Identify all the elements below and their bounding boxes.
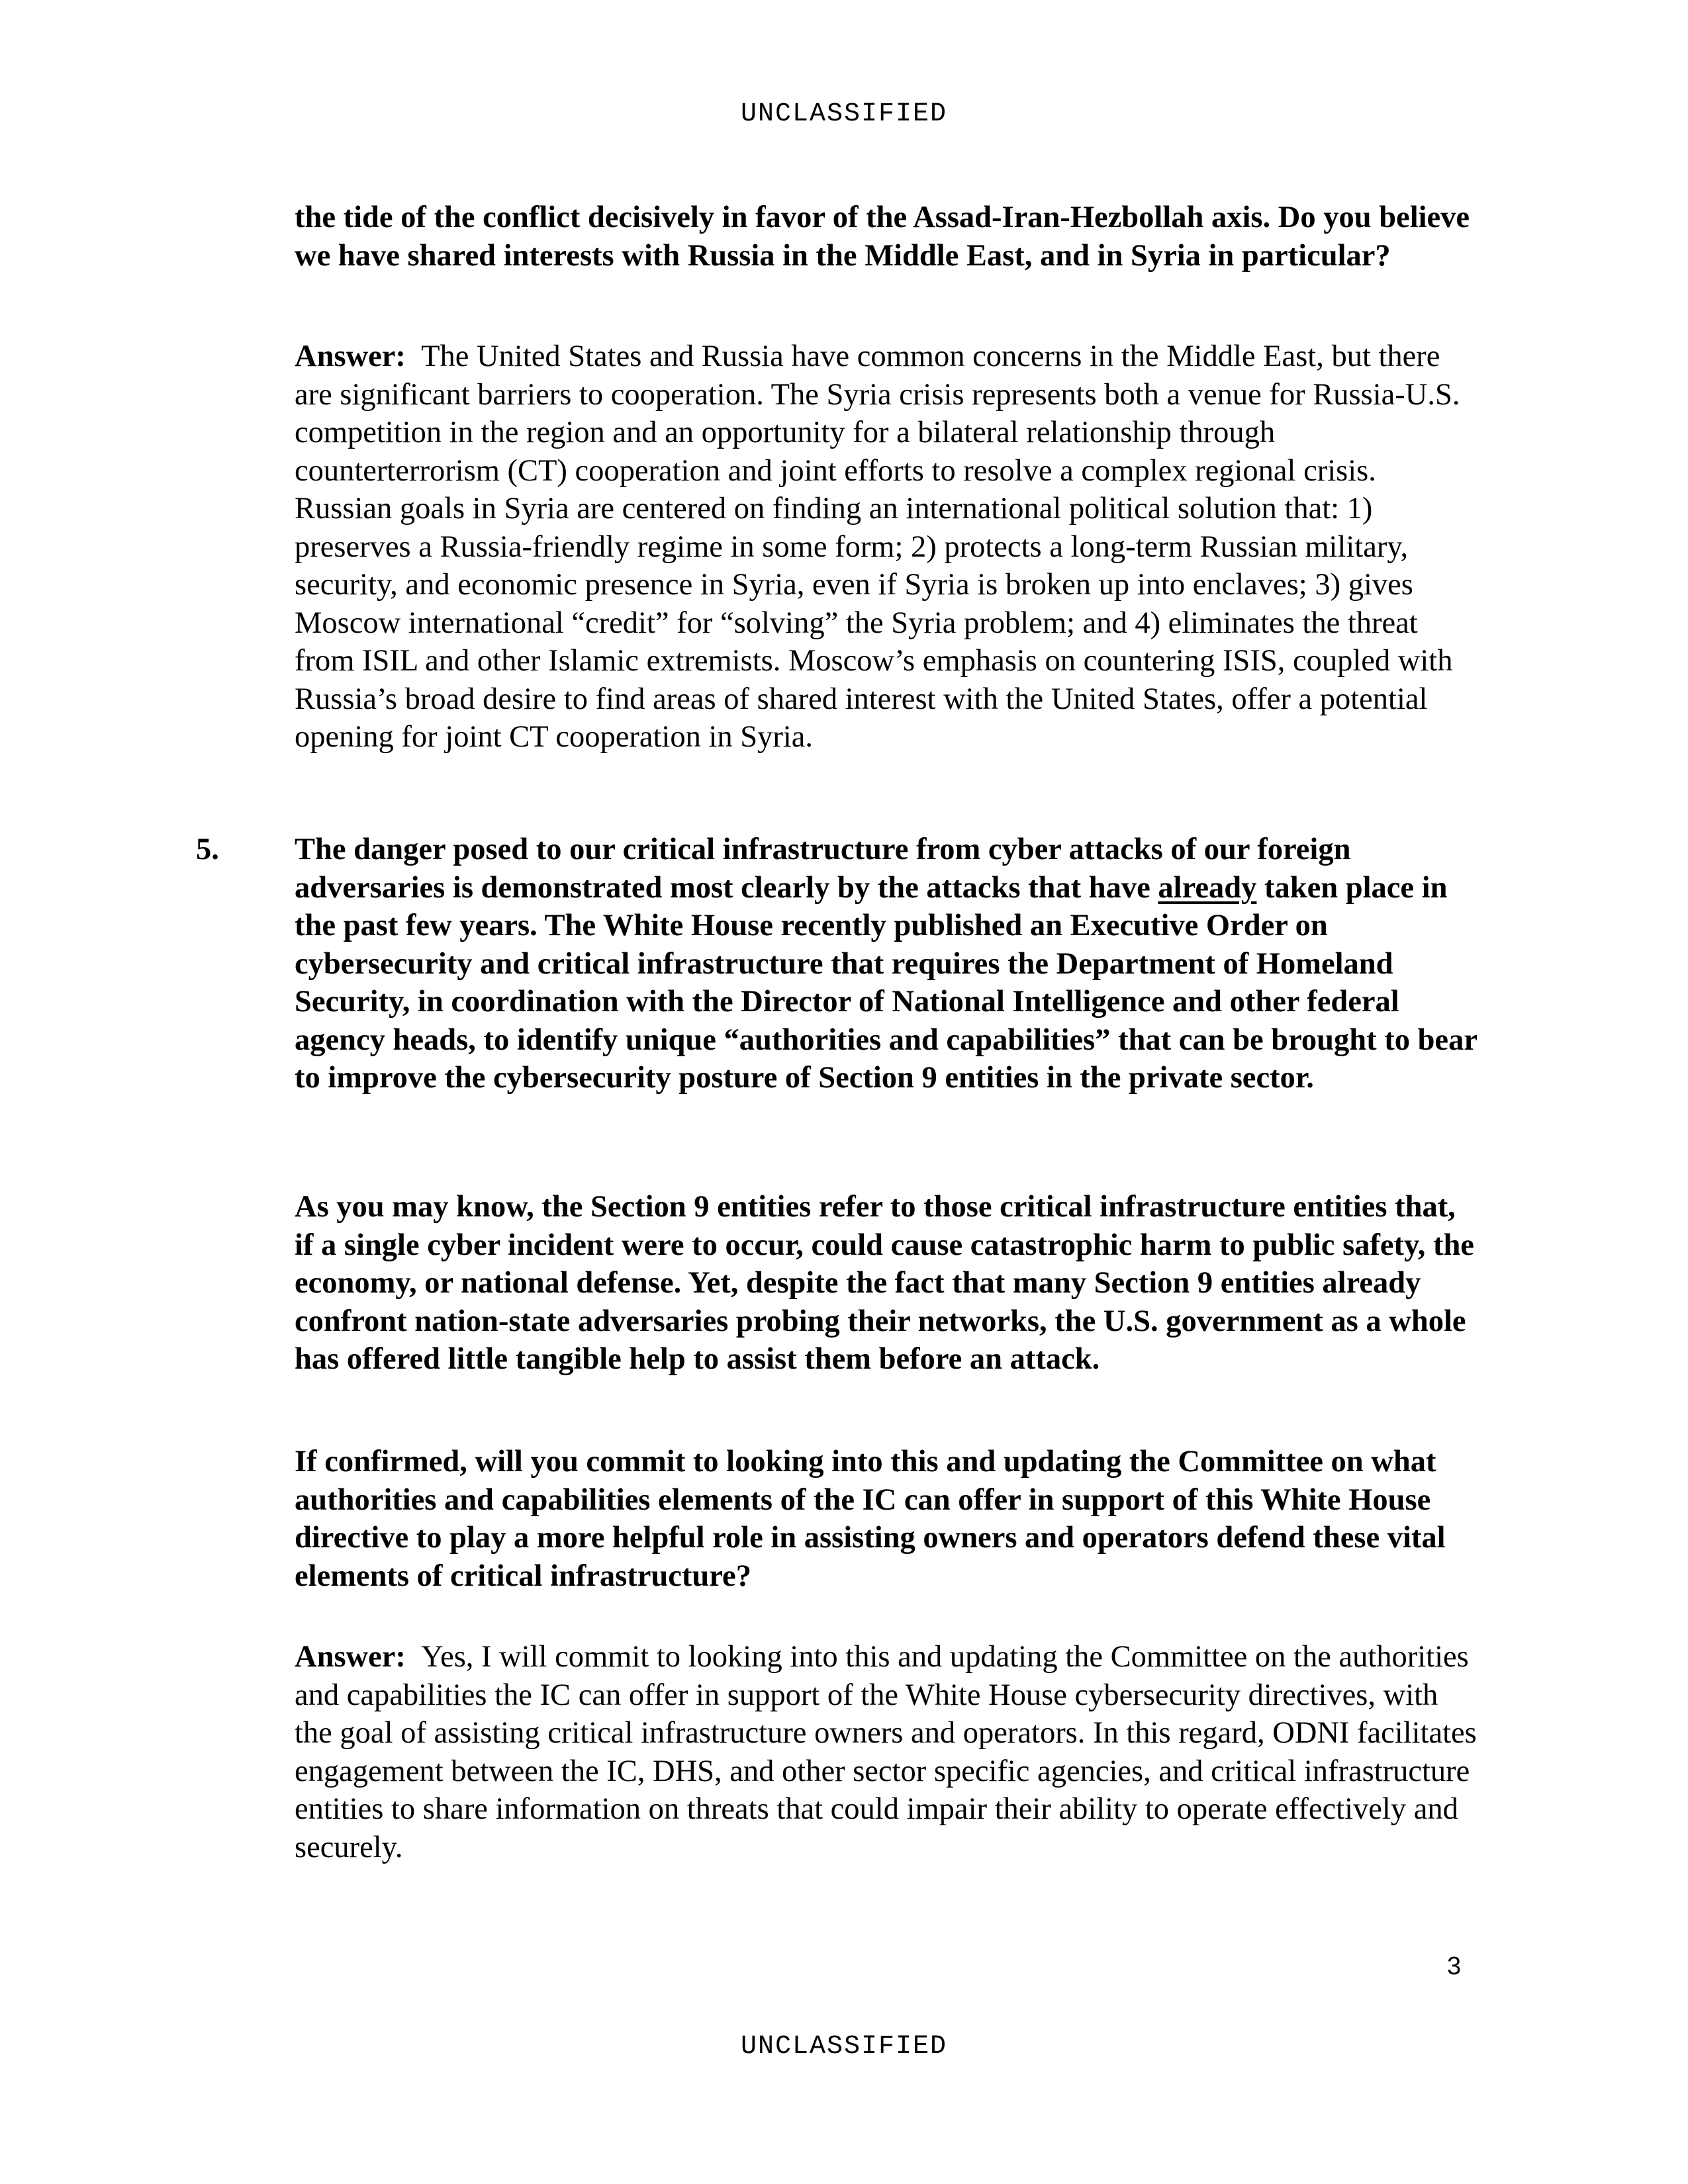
question-5-answer bbox=[295, 1638, 1479, 1866]
answer-label: Answer: bbox=[295, 340, 406, 373]
question-5-text-b: taken place in the past few years. The White House recently published an Executive Order on cybersecurity and critical infrastructure that requires the Department of Homeland Security, in coordination with the Director of National Intelligence and other federal agency heads, to identify unique “authorities and capabilities” that can be brought to bear to improve the cybersecurity posture of Section 9 entities in the private sector. bbox=[295, 870, 1477, 1095]
answer-text: The United States and Russia have common concerns in the Middle East, but there are significant barriers to cooperation. The Syria crisis represents both a venue for Russia-U.S. competition in the region and an opportunity for a bilateral relationship through counterterrorism (CT) cooperation and joint efforts to resolve a complex regional crisis. Russian goals in Syria are centered on finding an international political solution that: 1) preserves a Russia-friendly regime in some form; 2) protects a long-term Russian military, security, and economic presence in Syria, even if Syria is broken up into enclaves; 3) gives Moscow international “credit” for “solving” the Syria problem; and 4) eliminates the threat from ISIL and other Islamic extremists. Moscow’s emphasis on countering ISIS, coupled with Russia’s broad desire to find areas of shared interest with the United States, offer a potential opening for joint CT cooperation in Syria. bbox=[295, 340, 1460, 754]
answer-text: Yes, I will commit to looking into this and updating the Committee on the authorities and capabilities the IC can offer in support of the White House cybersecurity directives, with the goal of assisting critical infrastructure owners and operators. In this regard, ODNI facilitates engagement between the IC, DHS, and other sector specific agencies, and critical infrastructure entities to share information on threats that could impair their ability to operate effectively and securely. bbox=[295, 1640, 1477, 1864]
question-4-continued: the tide of the conflict decisively in favor of the Assad-Iran-Hezbollah axis. Do you believe we have shared interests with Russia in the Middle East, and in Syria in particular? bbox=[295, 201, 1470, 273]
answer-label: Answer: bbox=[295, 1640, 406, 1674]
question-5-text-a: The danger posed to our critical infrastructure from cyber attacks of our foreign adversaries is demonstrated most clearly by the attacks that have bbox=[295, 833, 1351, 905]
page-number: 3 bbox=[1447, 1952, 1462, 1980]
question-5-paragraph-1 bbox=[295, 831, 1479, 1097]
classification-footer: UNCLASSIFIED bbox=[740, 2032, 948, 2062]
underlined-emphasis: already bbox=[1158, 870, 1257, 905]
question-5-paragraph-2: As you may know, the Section 9 entities refer to those critical infrastructure entities that, if a single cyber incident were to occur, could cause catastrophic harm to public safety, the economy, or national defense. Yet, despite the fact that many Section 9 entities already confront nation-state adversaries probing their networks, the U.S. government as a whole has offered little tangible help to assist them before an attack. bbox=[295, 1190, 1474, 1376]
question-number: 5. bbox=[196, 833, 219, 866]
classification-header: UNCLASSIFIED bbox=[740, 99, 948, 129]
question-4-answer bbox=[295, 338, 1479, 756]
question-5-paragraph-3: If confirmed, will you commit to looking into this and updating the Committee on what authorities and capabilities elements of the IC can offer in support of this White House directive to play a more helpful role in assisting owners and operators defend these vital elements of critical infrastructure? bbox=[295, 1445, 1446, 1593]
